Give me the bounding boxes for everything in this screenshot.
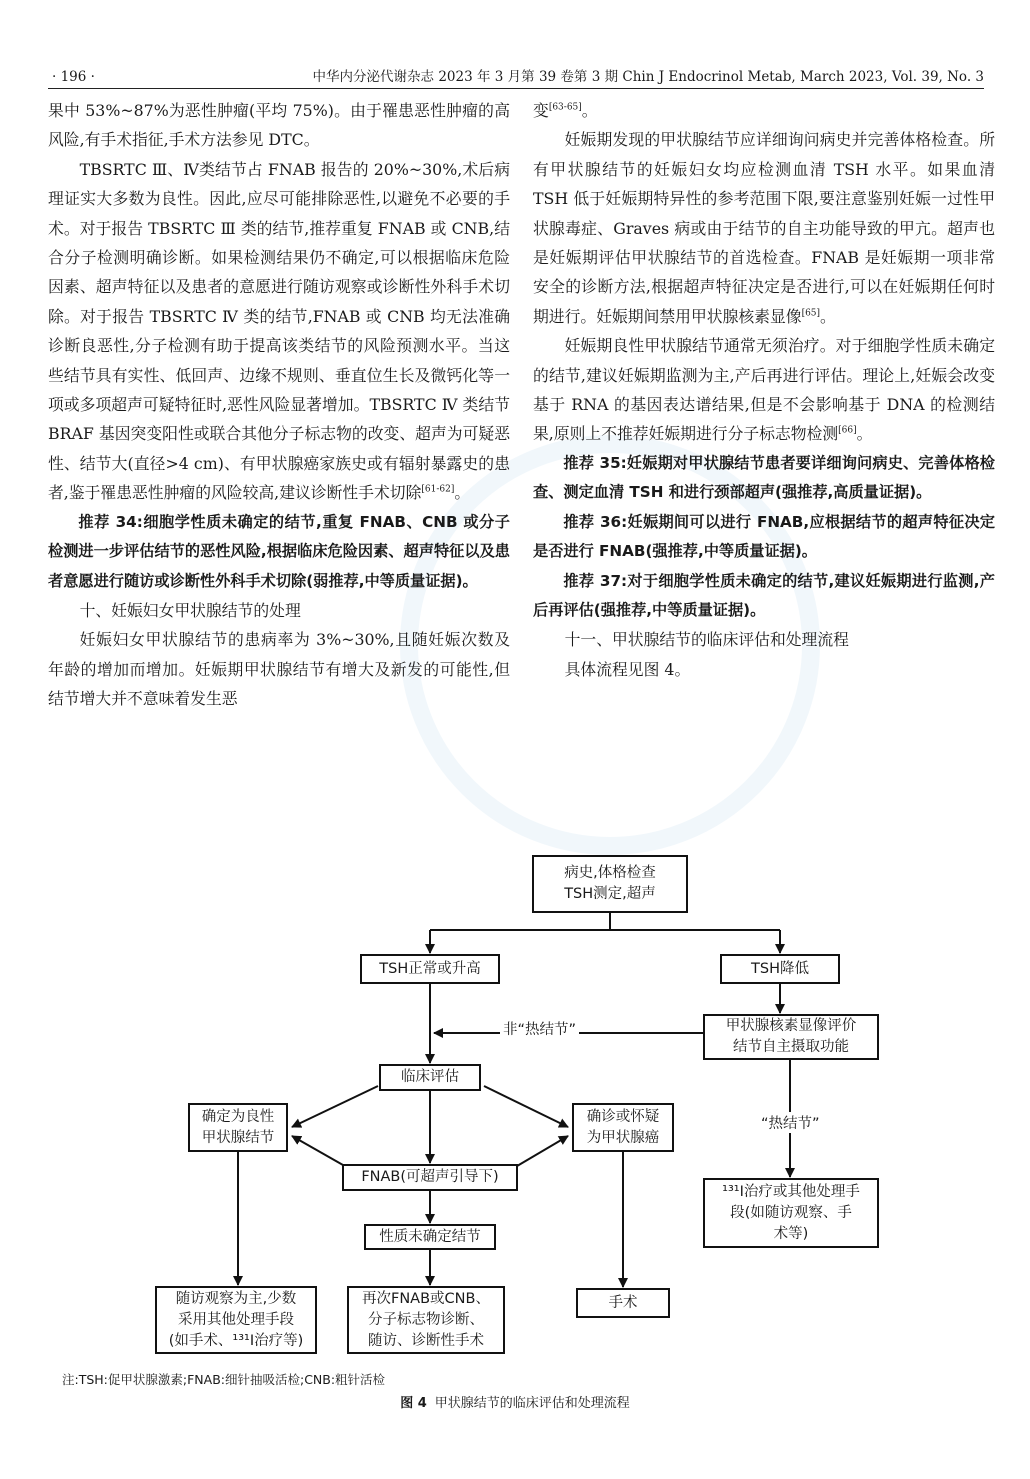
paragraph: 妊娠妇女甲状腺结节的患病率为 3%~30%,且随妊娠次数及年龄的增加而增加。妊娠期甲状腺结节有增大及新发的可能性,但结节增大并不意味着发生恶 <box>48 630 510 709</box>
flow-box-i131-therapy: ¹³¹I治疗或其他处理手 段(如随访观察、手 术等) <box>703 1178 879 1248</box>
right-column <box>533 96 995 684</box>
label-not-hot-nodule: 非“热结节” <box>500 1018 579 1039</box>
section-heading: 十、妊娠妇女甲状腺结节的处理 <box>79 600 301 620</box>
flow-box-radionuclide-scan: 甲状腺核素显像评价 结节自主摄取功能 <box>703 1014 879 1060</box>
flow-box-cancer: 确诊或怀疑 为甲状腺癌 <box>572 1103 674 1152</box>
paragraph: 妊娠期良性甲状腺结节通常无须治疗。对于细胞学性质未确定的结节,建议妊娠期监测为主,产后再进行评估。理论上,妊娠会改变基于 RNA 的基因表达谱结果,但是不会影响基于 DNA 的检测结果,原则上不推荐妊娠期进行分子标志物检测[66]。 <box>533 336 995 444</box>
flow-box-tsh-low: TSH降低 <box>720 954 840 984</box>
flow-box-repeat-biopsy: 再次FNAB或CNB、 分子标志物诊断、 随访、诊断性手术 <box>347 1286 505 1354</box>
page-header <box>48 66 984 89</box>
left-column <box>48 96 510 714</box>
flow-box-fnab: FNAB(可超声引导下) <box>342 1164 518 1191</box>
connector <box>512 1136 568 1169</box>
recommendation-36: 推荐 36:妊娠期间可以进行 FNAB,应根据结节的超声特征决定是否进行 FNAB(强推荐,中等质量证据)。 <box>533 512 995 561</box>
flow-box-indeterminate: 性质未确定结节 <box>364 1224 496 1250</box>
figure-title: 甲状腺结节的临床评估和处理流程 <box>434 1396 630 1411</box>
figure-note: 注:TSH:促甲状腺激素;FNAB:细针抽吸活检;CNB:粗针活检 <box>62 1372 386 1387</box>
flowchart <box>150 850 910 1370</box>
recommendation-37: 推荐 37:对于细胞学性质未确定的结节,建议妊娠期进行监测,产后再评估(强推荐,中等质量证据)。 <box>533 571 995 619</box>
label-hot-nodule: “热结节” <box>758 1112 823 1133</box>
recommendation-34: 推荐 34:细胞学性质未确定的结节,重复 FNAB、CNB 或分子检测进一步评估结节的恶性风险,根据临床危险因素、超声特征以及患者意愿进行随访或诊断性外科手术切除(弱推荐,中等质量证据)。 <box>48 512 510 590</box>
paragraph: 妊娠期发现的甲状腺结节应详细询问病史并完善体格检查。所有甲状腺结节的妊娠妇女均应检测血清 TSH 水平。如果血清 TSH 低于妊娠期特异性的参考范围下限,要注意鉴别妊娠一过性甲状腺毒症、Graves 病或由于结节的自主功能导致的甲亢。超声也是妊娠期评估甲状腺结节的首选检查。FNAB 是妊娠期一项非常安全的诊断方法,根据超声特征决定是否进行,可以在妊娠期任何时期进行。妊娠期间禁用甲状腺核素显像[65]。 <box>533 130 995 326</box>
flow-box-start: 病史,体格检查 TSH测定,超声 <box>532 855 688 913</box>
citation: [65] <box>801 308 821 319</box>
flow-box-benign: 确定为良性 甲状腺结节 <box>188 1103 288 1152</box>
paragraph: TBSRTC Ⅲ、Ⅳ类结节占 FNAB 报告的 20%~30%,术后病理证实大多数为良性。因此,应尽可能排除恶性,以避免不必要的手术。对于报告 TBSRTC Ⅲ 类的结节,推荐重复 FNAB 或 CNB,结合分子检测明确诊断。如果检测结果仍不确定,可以根据临床危险因素、超声特征以及患者的意愿进行随访观察或诊断性外科手术切除。对于报告 TBSRTC Ⅳ 类的结节,FNAB 或 CNB 均无法准确诊断良恶性,分子检测有助于提高该类结节的风险预测水平。当这些结节具有实性、低回声、边缘不规则、垂直位生长及微钙化等一项或多项超声可疑特征时,恶性风险显著增加。TBSRTC Ⅳ 类结节 BRAF 基因突变阳性或联合其他分子标志物的改变、超声为可疑恶性、结节大(直径>4 cm)、有甲状腺癌家族史或有辐射暴露史的患者,鉴于罹患恶性肿瘤的风险较高,建议诊断性手术切除[61-62]。 <box>48 159 510 503</box>
figure-caption <box>0 1392 1030 1411</box>
flow-box-surgery: 手术 <box>576 1288 670 1318</box>
section-heading: 十一、甲状腺结节的临床评估和处理流程 <box>564 630 849 650</box>
paragraph: 变[63-65]。 <box>533 101 598 120</box>
paragraph: 果中 53%~87%为恶性肿瘤(平均 75%)。由于罹患恶性肿瘤的高风险,有手术指征,手术方法参见 DTC。 <box>48 101 510 150</box>
figure-label: 图 4 <box>400 1396 427 1411</box>
flow-box-tsh-normal: TSH正常或升高 <box>360 954 500 984</box>
recommendation-35: 推荐 35:妊娠期对甲状腺结节患者要详细询问病史、完善体格检查、测定血清 TSH 和进行颈部超声(强推荐,高质量证据)。 <box>533 453 995 502</box>
page-number: · 196 · <box>52 69 95 85</box>
journal-info: 中华内分泌代谢杂志 2023 年 3 月第 39 卷第 3 期 Chin J Endocrinol Metab, March 2023, Vol. 39, No. 3 <box>312 69 984 85</box>
citation: [66] <box>838 426 857 437</box>
citation: [63-65] <box>548 102 582 113</box>
connector <box>292 1086 378 1127</box>
connector <box>484 1086 568 1127</box>
flow-box-clinical-assessment: 临床评估 <box>379 1064 481 1091</box>
citation: [61-62] <box>421 485 455 496</box>
flow-box-follow-up: 随访观察为主,少数 采用其他处理手段 (如手术、¹³¹I治疗等) <box>155 1286 317 1354</box>
paragraph: 具体流程见图 4。 <box>564 659 691 679</box>
